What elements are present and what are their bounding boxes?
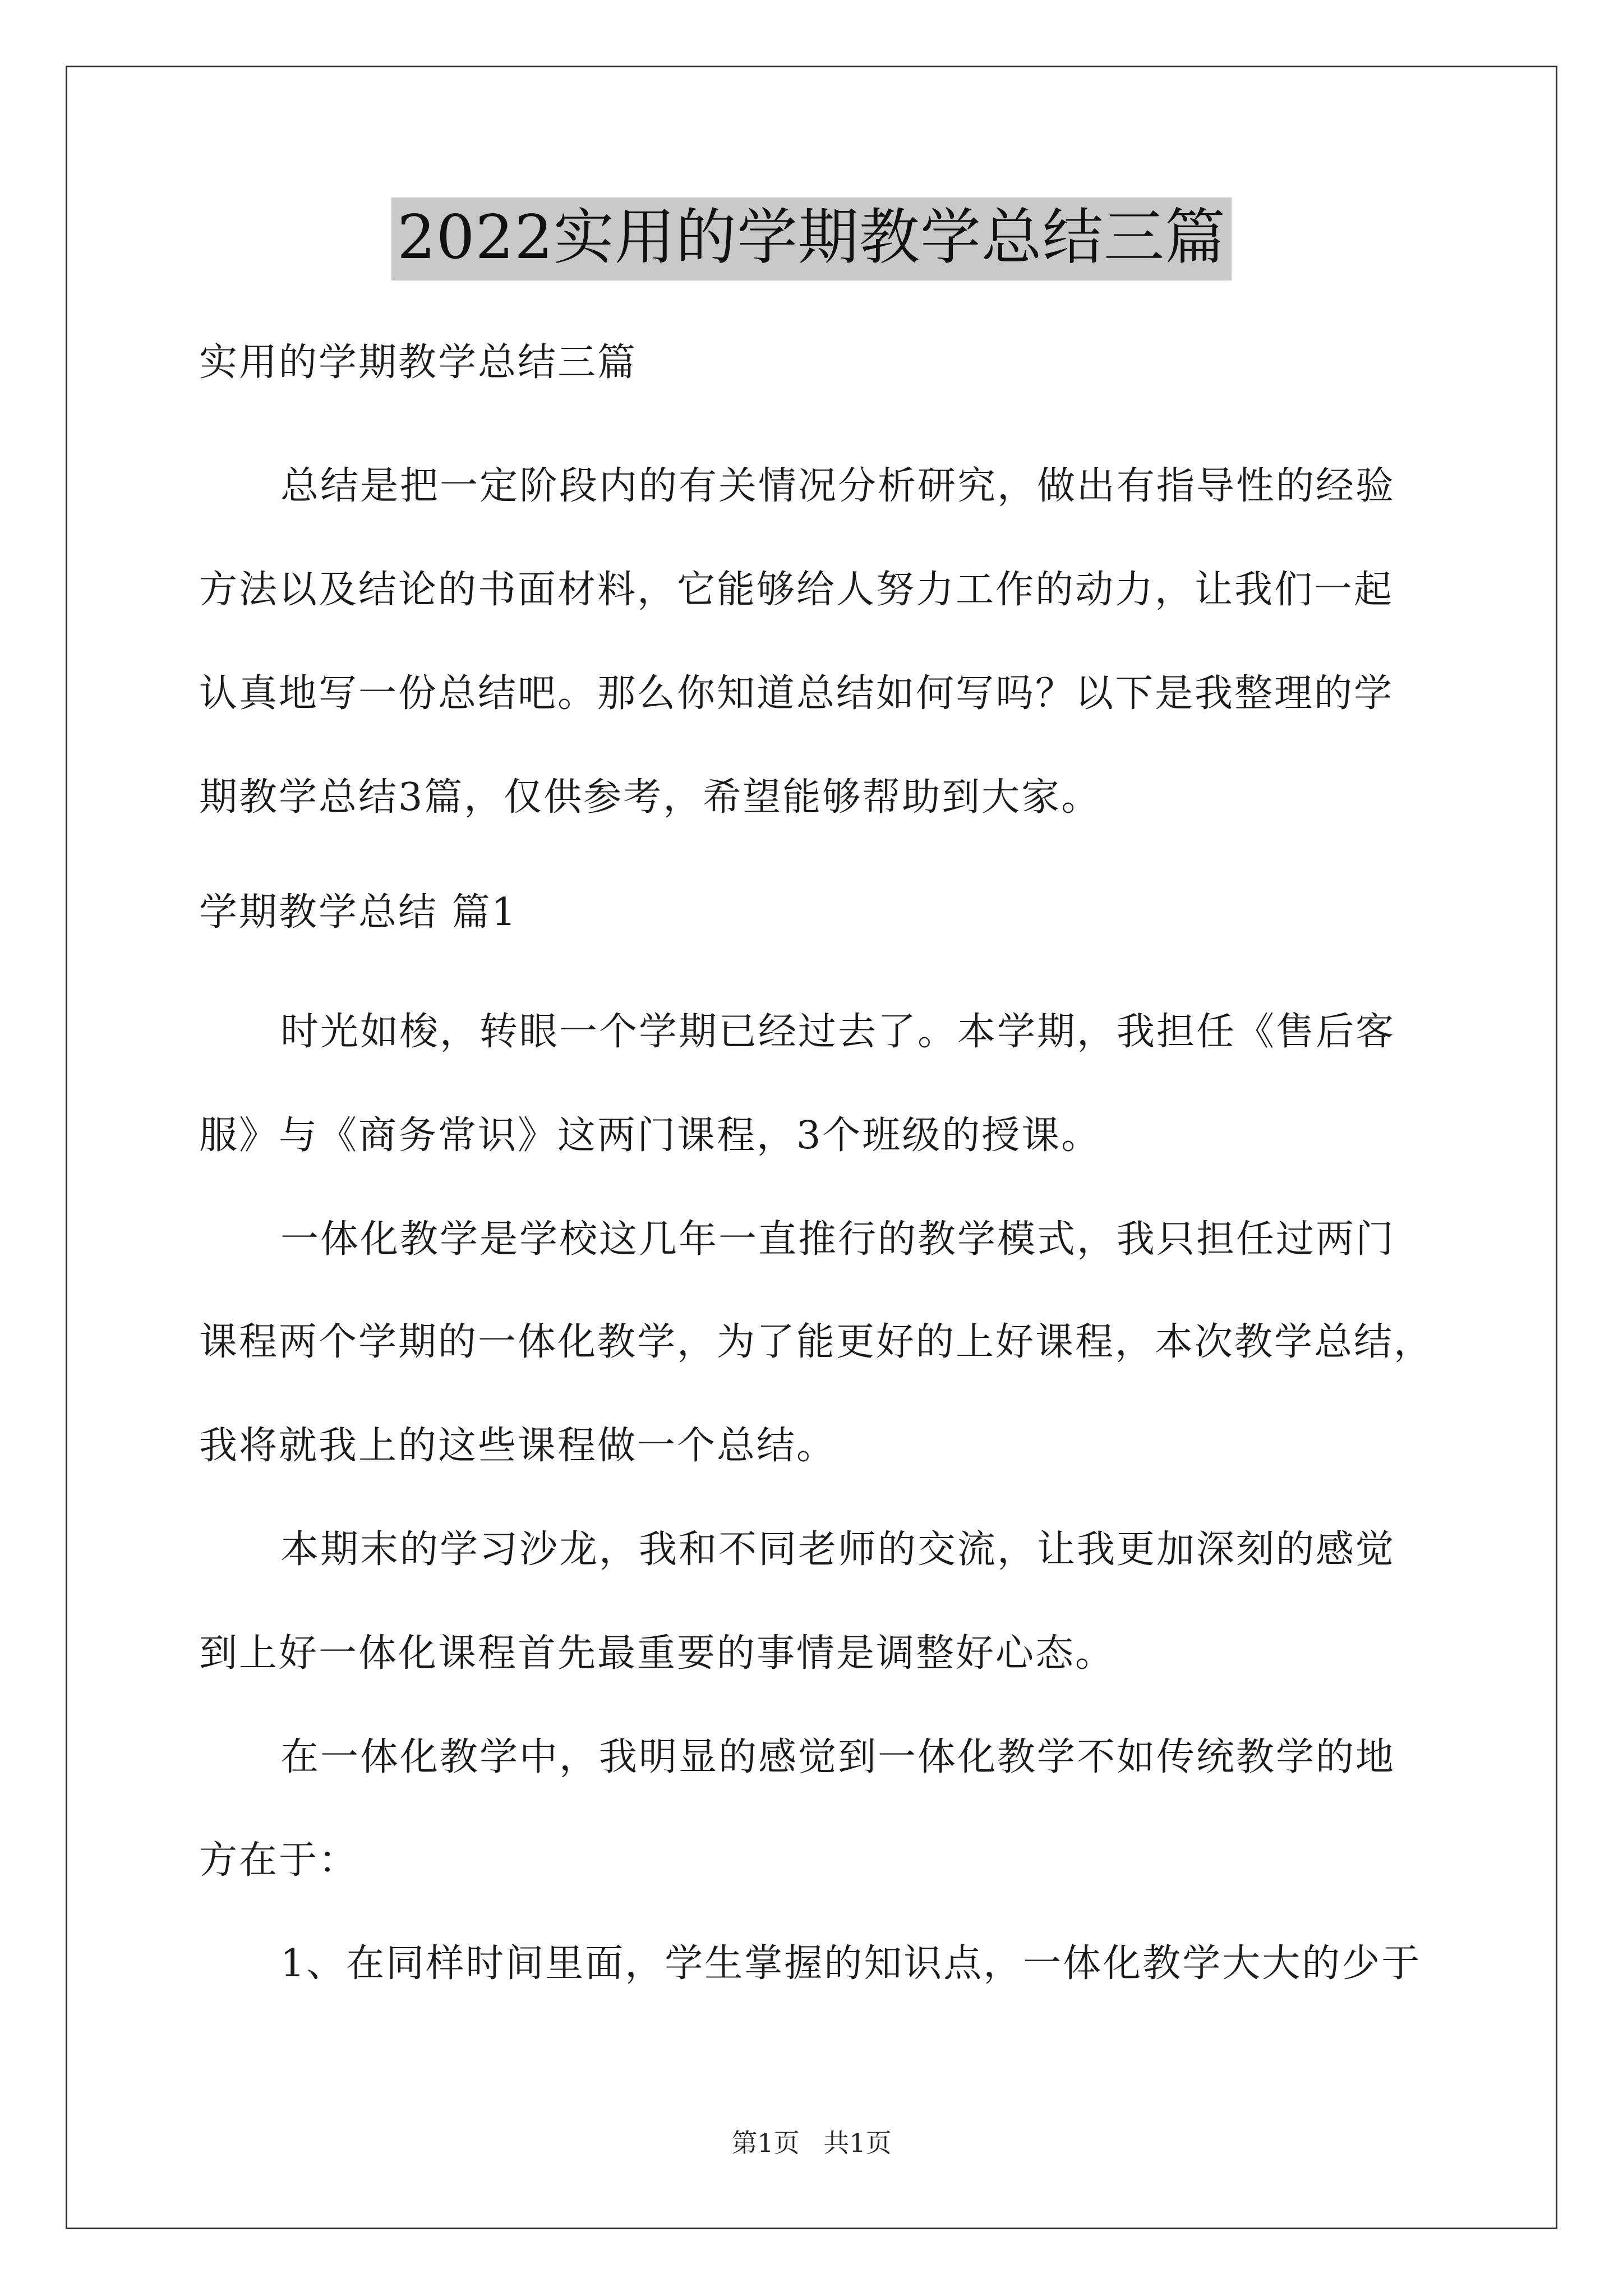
paragraph-line: 1、在同样时间里面，学生掌握的知识点，一体化教学大大的少于: [280, 1941, 1422, 1986]
paragraph-line: 期教学总结3篇，仅供参考，希望能够帮助到大家。: [199, 775, 1101, 820]
page-total: 共1页: [823, 2128, 892, 2158]
paragraph-line: 方法以及结论的书面材料，它能够给人努力工作的动力，让我们一起: [199, 568, 1394, 612]
page-footer: [0, 2126, 1623, 2160]
paragraph-line: 认真地写一份总结吧。那么你知道总结如何写吗？以下是我整理的学: [199, 671, 1394, 716]
paragraph-line: 时光如梭，转眼一个学期已经过去了。本学期，我担任《售后客: [280, 1010, 1396, 1054]
paragraph-line: 我将就我上的这些课程做一个总结。: [199, 1424, 837, 1468]
document-title: 2022实用的学期教学总结三篇: [391, 197, 1232, 280]
title-container: [0, 197, 1623, 280]
paragraph-line: 总结是把一定阶段内的有关情况分析研究，做出有指导性的经验: [280, 464, 1396, 508]
paragraph-line: 方在于：: [199, 1838, 359, 1883]
paragraph-line: 一体化教学是学校这几年一直推行的教学模式，我只担任过两门: [280, 1217, 1396, 1262]
paragraph-line: 课程两个学期的一体化教学，为了能更好的上好课程，本次教学总结，: [199, 1320, 1434, 1364]
paragraph-line: 在一体化教学中，我明显的感觉到一体化教学不如传统教学的地: [280, 1735, 1396, 1779]
subtitle-line: 实用的学期教学总结三篇: [199, 341, 638, 385]
section-heading: 学期教学总结 篇1: [199, 890, 518, 935]
paragraph-line: 到上好一体化课程首先最重要的事情是调整好心态。: [199, 1631, 1115, 1676]
paragraph-line: 本期末的学习沙龙，我和不同老师的交流，让我更加深刻的感觉: [280, 1527, 1396, 1572]
page-number: 第1页: [731, 2128, 800, 2158]
paragraph-line: 服》与《商务常识》这两门课程，3个班级的授课。: [199, 1114, 1101, 1158]
